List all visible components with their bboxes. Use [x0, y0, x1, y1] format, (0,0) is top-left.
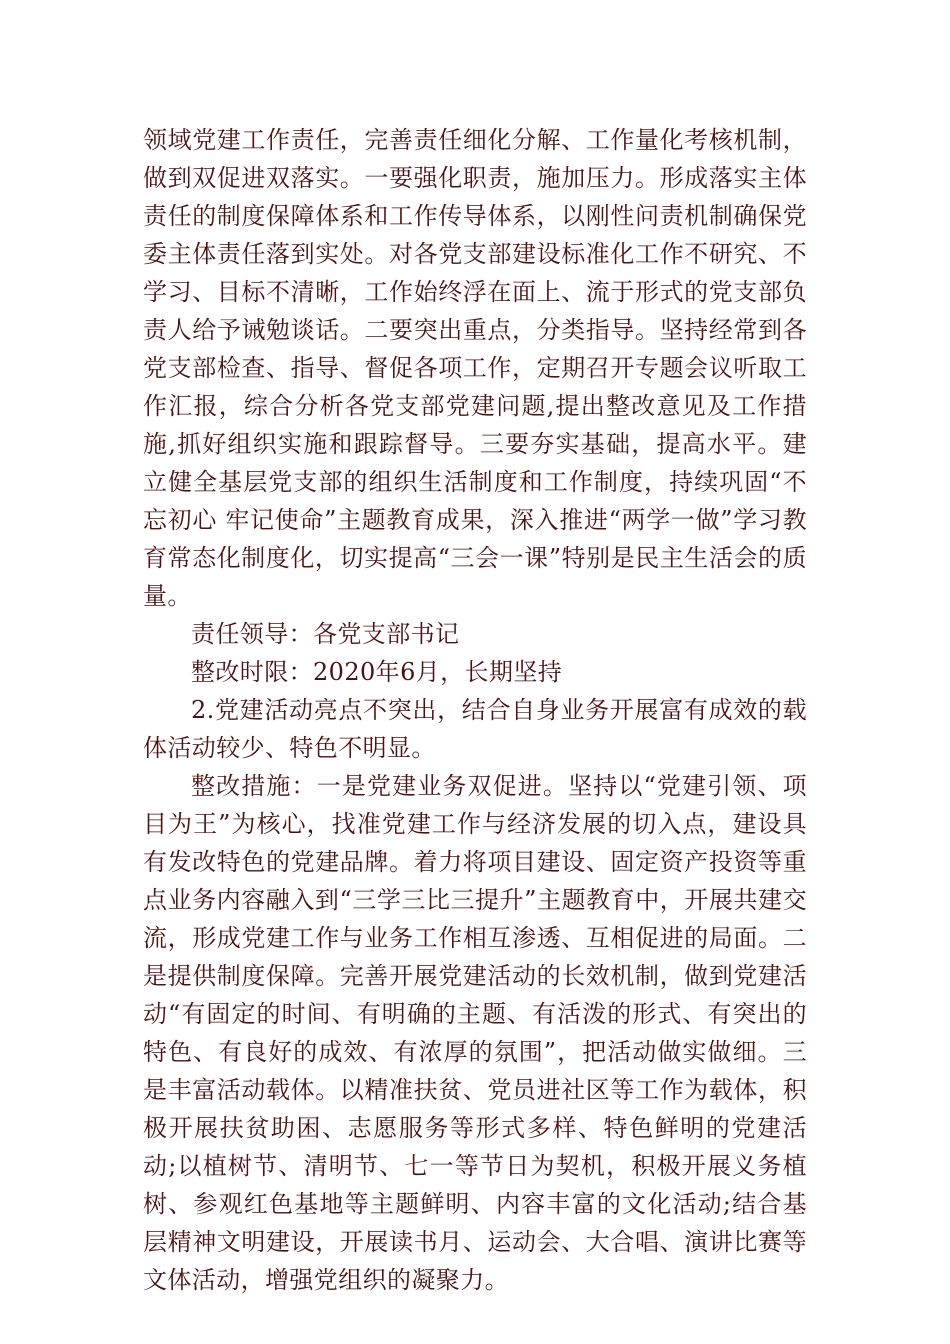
- issue-2-paragraph: 2.党建活动亮点不突出，结合自身业务开展富有成效的载体活动较少、特色不明显。: [143, 696, 807, 762]
- rectification-measures-paragraph: 整改措施：一是党建业务双促进。坚持以“党建引领、项目为王”为核心，找准党建工作与经济发展的切入点，建设具有发改特色的党建品牌。着力将项目建设、固定资产投资等重点业务内容融入到“三学三比三提升”主题教育中，开展共建交流，形成党建工作与业务工作相互渗透、互相促进的局面。二是提供制度保障。完善开展党建活动的长效机制，做到党建活动“有固定的时间、有明确的主题、有活泼的形式、有突出的特色、有良好的成效、有浓厚的氛围”，把活动做实做细。三是丰富活动载体。以精准扶贫、党员进社区等工作为载体，积极开展扶贫助困、志愿服务等形式多样、特色鲜明的党建活动;以植树节、清明节、七一等节日为契机，积极开展义务植树、参观红色基地等主题鲜明、内容丰富的文化活动;结合基层精神文明建设，开展读书月、运动会、大合唱、演讲比赛等文体活动，增强党组织的凝聚力。: [143, 772, 807, 1294]
- rectification-deadline-line: 整改时限：2020年6月，长期坚持: [191, 658, 563, 686]
- responsible-leader-line: 责任领导：各党支部书记: [191, 620, 460, 648]
- document-body: [143, 121, 807, 1299]
- paragraph-responsibility-measures: 领域党建工作责任，完善责任细化分解、工作量化考核机制，做到双促进双落实。一要强化职责，施加压力。形成落实主体责任的制度保障体系和工作传导体系，以刚性问责机制确保党委主体责任落到实处。对各党支部建设标准化工作不研究、不学习、目标不清晰，工作始终浮在面上、流于形式的党支部负责人给予诫勉谈话。二要突出重点，分类指导。坚持经常到各党支部检查、指导、督促各项工作，定期召开专题会议听取工作汇报，综合分析各党支部党建问题,提出整改意见及工作措施,抓好组织实施和跟踪督导。三要夯实基础，提高水平。建立健全基层党支部的组织生活制度和工作制度，持续巩固“不忘初心 牢记使命”主题教育成果，深入推进“两学一做”学习教育常态化制度化，切实提高“三会一课”特别是民主生活会的质量。: [143, 126, 807, 610]
